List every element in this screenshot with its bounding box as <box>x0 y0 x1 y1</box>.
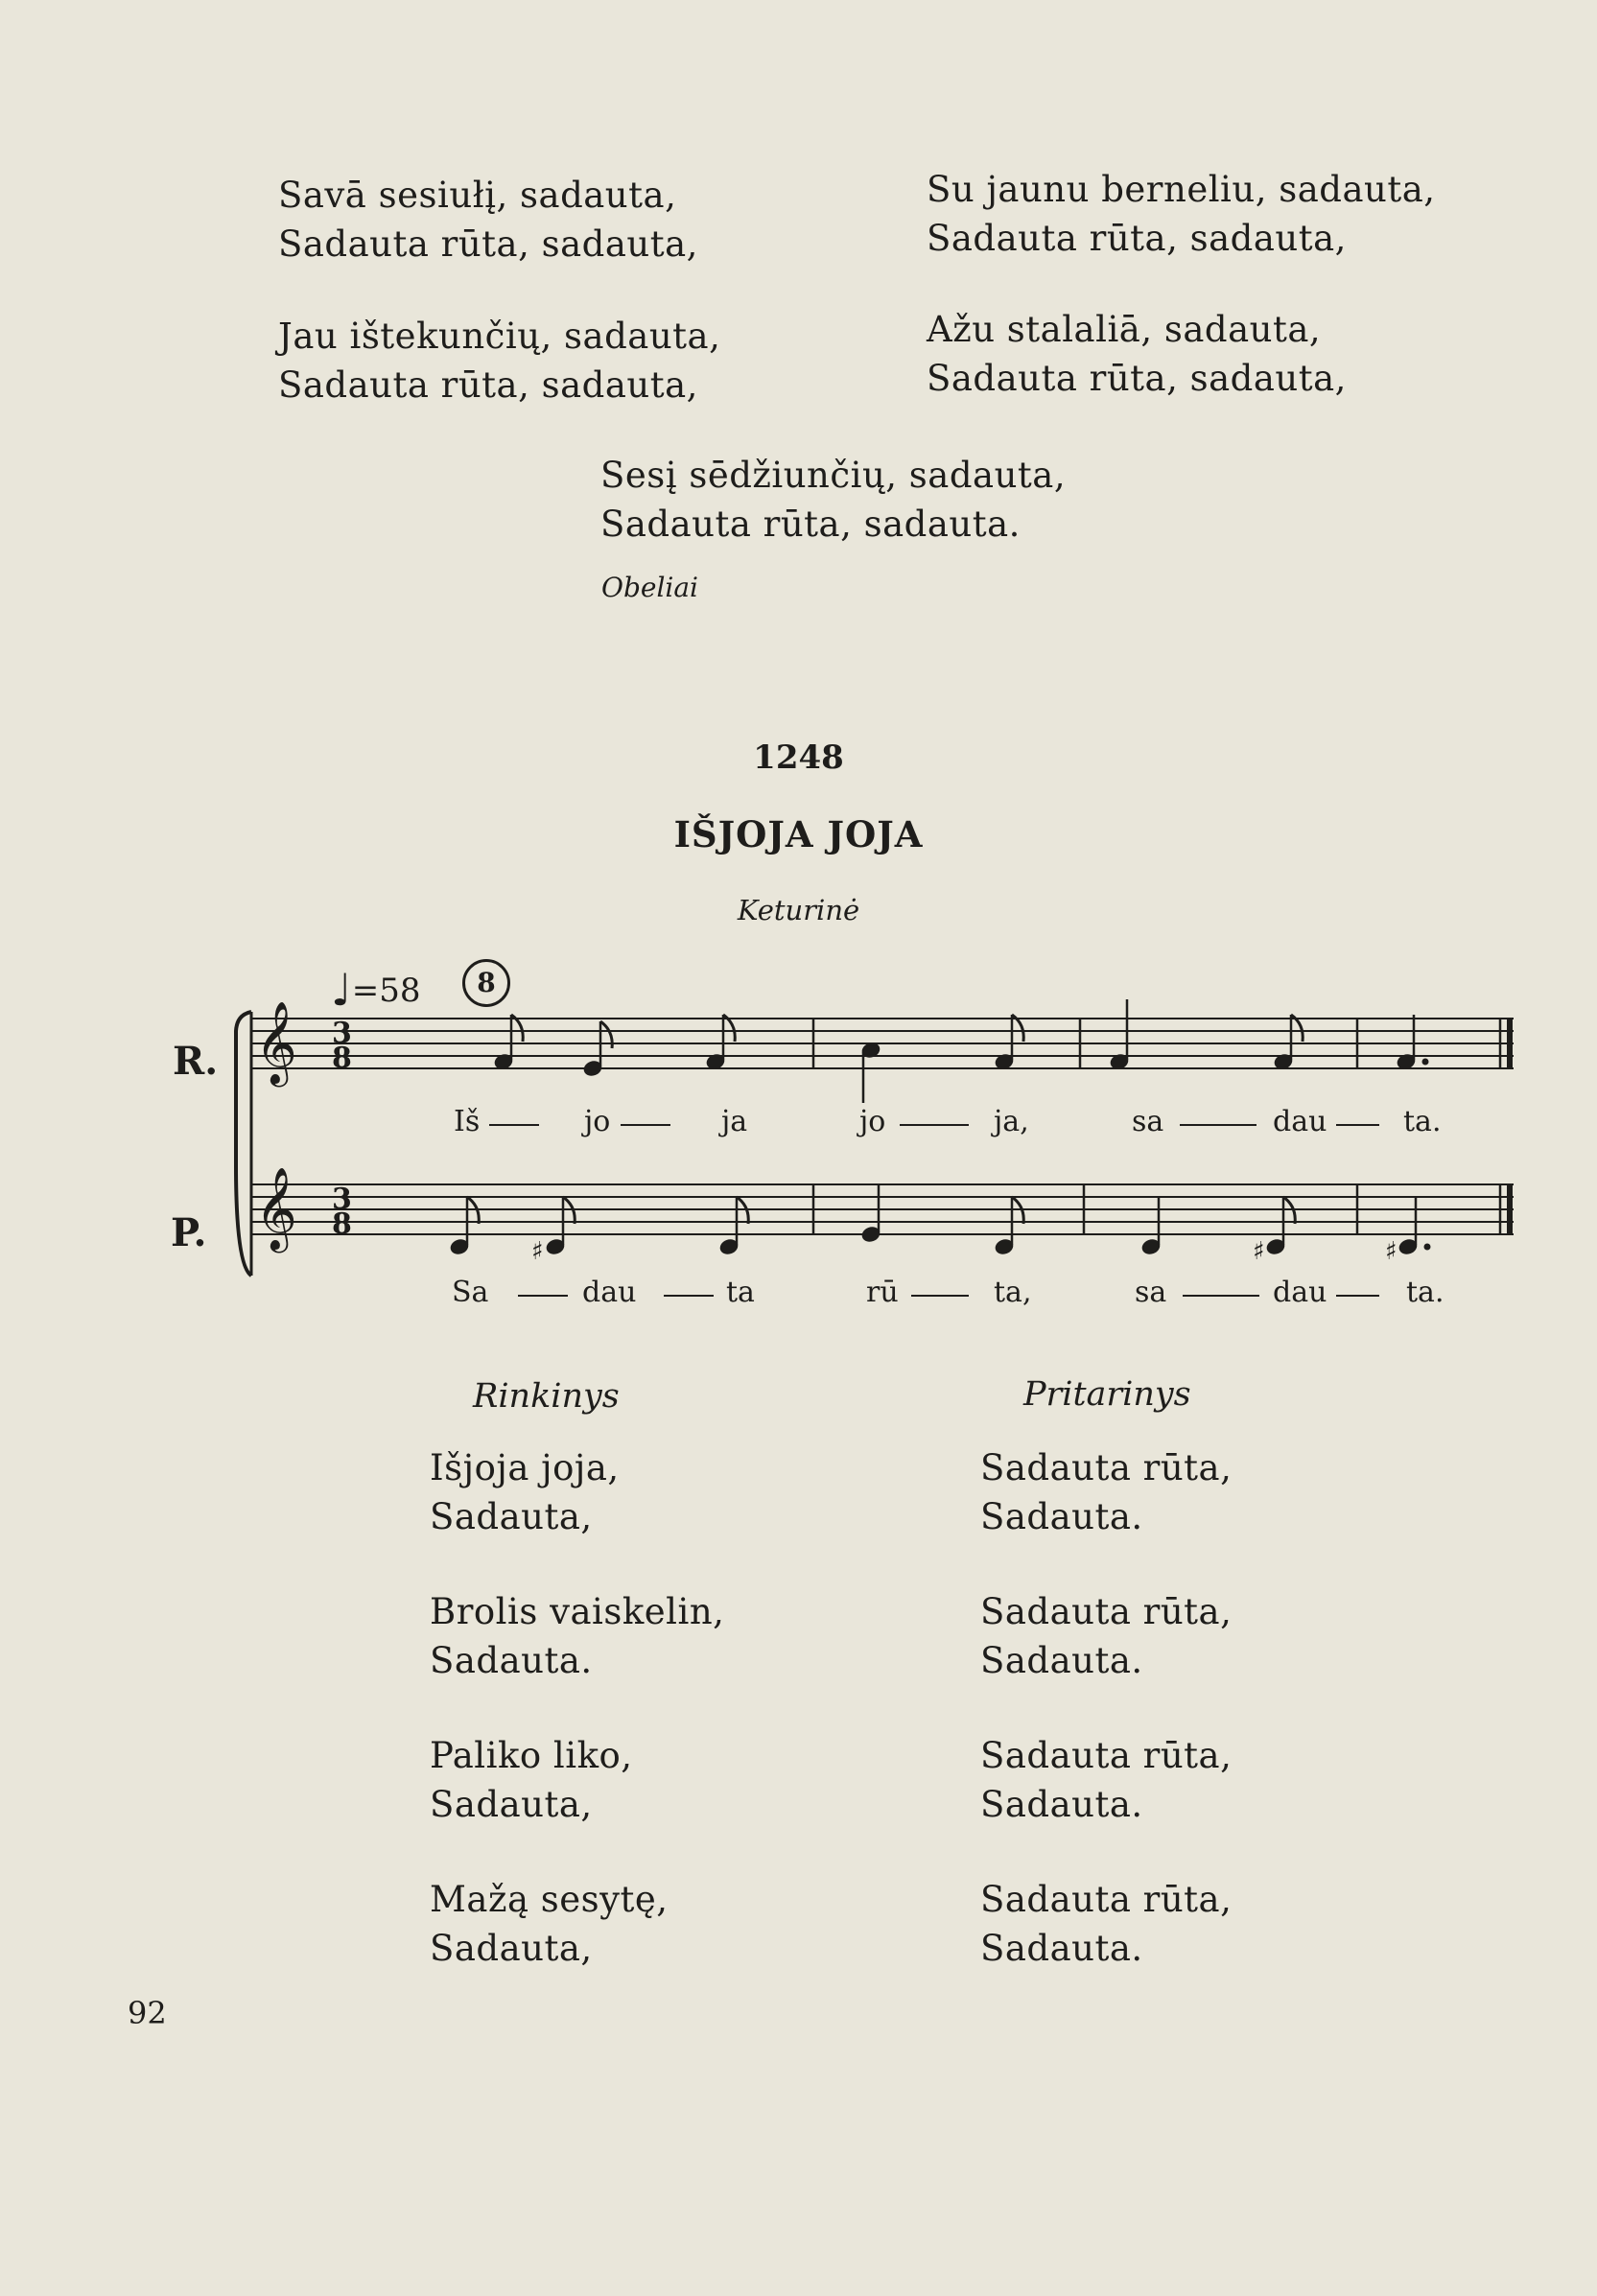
hyphen-line <box>1336 1124 1379 1126</box>
verse-line: Brolis vaiskelin, <box>430 1591 725 1632</box>
treble-clef-icon: 𝄞 <box>255 1001 297 1084</box>
verse-line: Jau ištekunčių, sadauta, <box>278 316 721 357</box>
song-title: IŠJOJA JOJA <box>673 813 924 855</box>
sharp-icon: ♯ <box>1385 1237 1397 1266</box>
time-sig-bottom: 8 <box>332 1042 352 1075</box>
time-sig-bottom: 8 <box>332 1207 352 1241</box>
verse-line: Sadauta rūta, <box>980 1447 1233 1488</box>
verse-line: Sadauta rūta, sadauta, <box>927 218 1347 259</box>
verse-line: Sadauta rūta, sadauta, <box>927 358 1347 399</box>
verse-line: Sadauta, <box>430 1928 593 1969</box>
time-sig-top: 3 <box>332 1183 352 1216</box>
verse-line: Sadauta rūta, <box>980 1735 1233 1776</box>
song-number: 1248 <box>753 738 844 777</box>
verse-line: Ažu stalaliā, sadauta, <box>927 309 1322 350</box>
place-name: Obeliai <box>601 572 699 603</box>
hyphen-line <box>518 1295 568 1297</box>
verse-line: Sadauta rūta, sadauta, <box>278 223 698 265</box>
verse-line: Su jaunu berneliu, sadauta, <box>927 169 1436 210</box>
left-column-header: Rinkinys <box>473 1377 620 1416</box>
hyphen-line <box>664 1295 714 1297</box>
verse-line: Sadauta, <box>430 1784 593 1825</box>
hyphen-line <box>911 1295 969 1297</box>
lyric-syllable: ja <box>721 1105 748 1138</box>
circled-number: 8 <box>462 959 510 1007</box>
quarter-note-icon: ♩ <box>331 964 352 1016</box>
treble-clef-icon: 𝄞 <box>255 1167 297 1250</box>
lyric-syllable: ja, <box>994 1105 1029 1138</box>
pritarinys-stanza-4 <box>980 1875 1232 1973</box>
verse-line: Savā sesiułį, sadauta, <box>278 175 677 216</box>
lyric-syllable: dau <box>1273 1105 1327 1138</box>
verse-line: Sadauta rūta, sadauta, <box>278 364 698 406</box>
rinkinys-stanza-3 <box>430 1731 633 1829</box>
pritarinys-stanza-3 <box>980 1731 1232 1829</box>
pritarinys-stanza-1 <box>980 1443 1232 1541</box>
lyric-syllable: ta. <box>1406 1276 1444 1309</box>
hyphen-line <box>900 1124 969 1126</box>
hyphen-line <box>1183 1295 1259 1297</box>
rinkinys-stanza-1 <box>430 1443 620 1541</box>
verse-line: Sadauta rūta, <box>980 1591 1233 1632</box>
verse-line: Sadauta. <box>980 1928 1143 1969</box>
verse-line: Paliko liko, <box>430 1735 633 1776</box>
lyric-syllable: sa <box>1132 1105 1164 1138</box>
verse-line: Sadauta rūta, <box>980 1879 1233 1920</box>
lyric-syllable: dau <box>582 1276 637 1309</box>
part-label-r: R. <box>173 1039 219 1084</box>
verse-line: Išjoja joja, <box>430 1447 620 1488</box>
staff-2 <box>251 1184 1514 1234</box>
lyric-syllable: ta <box>726 1276 755 1309</box>
pritarinys-stanza-2 <box>980 1587 1232 1685</box>
verse-line: Sadauta, <box>430 1496 593 1537</box>
lyric-syllable: jo <box>584 1105 611 1138</box>
verse-line: Sadauta. <box>980 1496 1143 1537</box>
right-column-header: Pritarinys <box>1023 1375 1191 1414</box>
lyric-syllable: Iš <box>454 1105 481 1138</box>
lyric-syllable: ta. <box>1403 1105 1442 1138</box>
verse-line: Sadauta. <box>430 1640 593 1681</box>
page-number: 92 <box>128 1995 167 2031</box>
rinkinys-stanza-4 <box>430 1875 669 1973</box>
hyphen-line <box>1180 1124 1256 1126</box>
song-subtitle: Keturinė <box>737 894 860 926</box>
hyphen-line <box>489 1124 539 1126</box>
hyphen-line <box>1336 1295 1379 1297</box>
lyric-syllable: jo <box>859 1105 886 1138</box>
system-brace <box>236 1012 251 1276</box>
lyric-syllable: sa <box>1135 1276 1167 1309</box>
verse-line: Mažą sesytę, <box>430 1879 669 1920</box>
hyphen-line <box>621 1124 670 1126</box>
part-label-p: P. <box>171 1210 207 1255</box>
dot <box>1424 1244 1430 1250</box>
verse-line: Sesį sēdžiunčių, sadauta, <box>600 455 1067 496</box>
tempo-value: =58 <box>351 972 421 1010</box>
dot <box>1422 1059 1428 1065</box>
sharp-icon: ♯ <box>531 1237 544 1266</box>
time-sig-top: 3 <box>332 1017 352 1050</box>
verse-line: Sadauta. <box>980 1784 1143 1825</box>
rinkinys-stanza-2 <box>430 1587 724 1685</box>
staff-1 <box>251 1019 1514 1068</box>
notes-staff-1 <box>493 999 1428 1103</box>
verse-line: Sadauta. <box>980 1640 1143 1681</box>
lyric-syllable: dau <box>1273 1276 1327 1309</box>
lyric-syllable: ta, <box>994 1276 1032 1309</box>
lyric-syllable: Sa <box>452 1276 489 1309</box>
lyric-syllable: rū <box>866 1276 899 1309</box>
sharp-icon: ♯ <box>1253 1237 1265 1266</box>
verse-line: Sadauta rūta, sadauta. <box>600 504 1021 545</box>
